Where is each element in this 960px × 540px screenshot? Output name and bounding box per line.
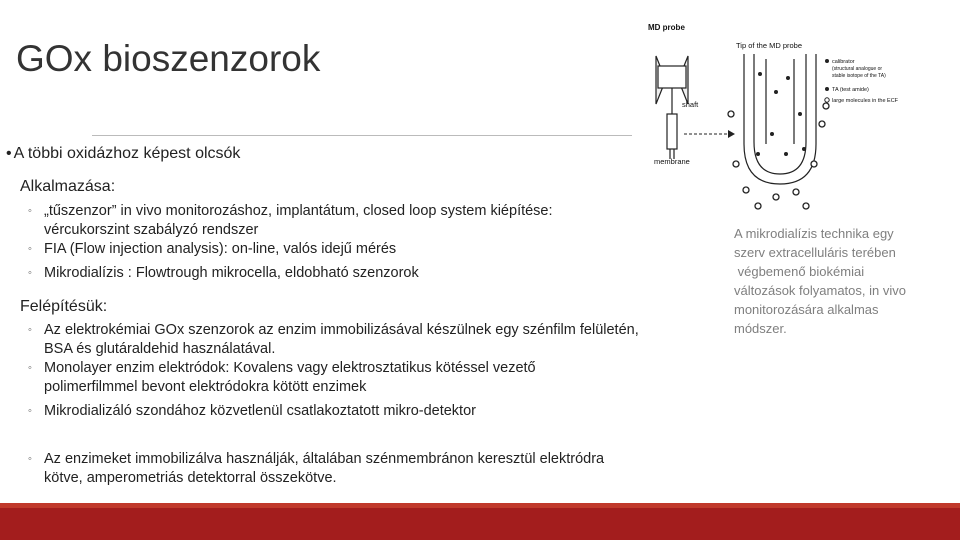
item-line: Az enzimeket immobilizálva használják, általában szénmembránon keresztül elektródra — [44, 451, 605, 467]
circle-bullet-icon: ◦ — [28, 453, 32, 465]
title-divider — [92, 135, 632, 136]
arrow-head-icon — [728, 130, 735, 138]
item-line: Mikrodialízis : Flowtrough mikrocella, eldobható szenzorok — [44, 265, 419, 281]
footer-bar — [0, 508, 960, 540]
legend-text: calibrator — [832, 59, 855, 65]
legend — [825, 59, 899, 104]
section-heading-application: Alkalmazása: — [20, 178, 116, 195]
list-item — [28, 202, 553, 240]
legend-text: large molecules in the ECF — [832, 98, 899, 104]
item-line: BSA és glutáraldehid használatával. — [44, 341, 276, 357]
circle-bullet-icon: ◦ — [28, 362, 32, 374]
molecule-dots — [756, 72, 806, 156]
circle-bullet-icon: ◦ — [28, 205, 32, 217]
item-line: vércukorszint szabályzó rendszer — [44, 222, 259, 238]
md-probe-diagram — [636, 14, 936, 214]
item-line: Monolayer enzim elektródok: Kovalens vagy elektrosztatikus kötéssel vezető — [44, 360, 536, 376]
list-item — [28, 321, 639, 359]
side-note-line: monitorozására alkalmas — [734, 302, 879, 317]
item-line: FIA (Flow injection analysis): on-line, valós idejű mérés — [44, 241, 397, 257]
main-bullet-text: A többi oxidázhoz képest olcsók — [13, 145, 241, 162]
legend-text: TA (test amide) — [832, 87, 869, 93]
item-line: polimerfilmmel bevont elektródokra kötött enzimek — [44, 379, 367, 395]
section-heading-structure: Felépítésük: — [20, 298, 108, 315]
shaft-label: shaft — [682, 100, 699, 109]
item-line: Az elektrokémiai GOx szenzorok az enzim immobilizásával készülnek egy szénfilm felületén, — [44, 322, 639, 338]
bullet-dot: • — [6, 145, 12, 162]
main-bullet — [6, 145, 240, 163]
side-note — [734, 224, 939, 338]
legend-text: stable isotope of the TA) — [832, 73, 886, 79]
circle-bullet-icon: ◦ — [28, 267, 32, 279]
side-note-line: módszer. — [734, 321, 787, 336]
large-molecule-circles — [728, 103, 829, 209]
item-line: „tűszenzor” in vivo monitorozáshoz, implantátum, closed loop system kiépítése: — [44, 203, 553, 219]
side-note-line: szerv extracelluláris terében — [734, 245, 896, 260]
list-item — [28, 264, 419, 283]
legend-text: (structural analogue or — [832, 66, 883, 72]
circle-bullet-icon: ◦ — [28, 324, 32, 336]
item-line: kötve, amperometriás detektorral összekötve. — [44, 470, 337, 486]
list-item — [28, 240, 396, 259]
side-note-line: végbemenő biokémiai — [734, 264, 865, 279]
circle-bullet-icon: ◦ — [28, 405, 32, 417]
list-item — [28, 450, 604, 488]
item-line: Mikrodializáló szondához közvetlenül csatlakoztatott mikro-detektor — [44, 403, 476, 419]
side-note-line: változások folyamatos, in vivo — [734, 283, 906, 298]
probe-tip-drawing — [744, 54, 816, 184]
tip-label: Tip of the MD probe — [736, 41, 803, 50]
list-item — [28, 402, 476, 421]
membrane-label: membrane — [654, 157, 690, 166]
slide-title: GOx bioszenzorok — [16, 38, 321, 79]
circle-bullet-icon: ◦ — [28, 243, 32, 255]
probe-label: MD probe — [648, 23, 685, 32]
side-note-line: A mikrodialízis technika egy — [734, 226, 894, 241]
list-item — [28, 359, 536, 397]
